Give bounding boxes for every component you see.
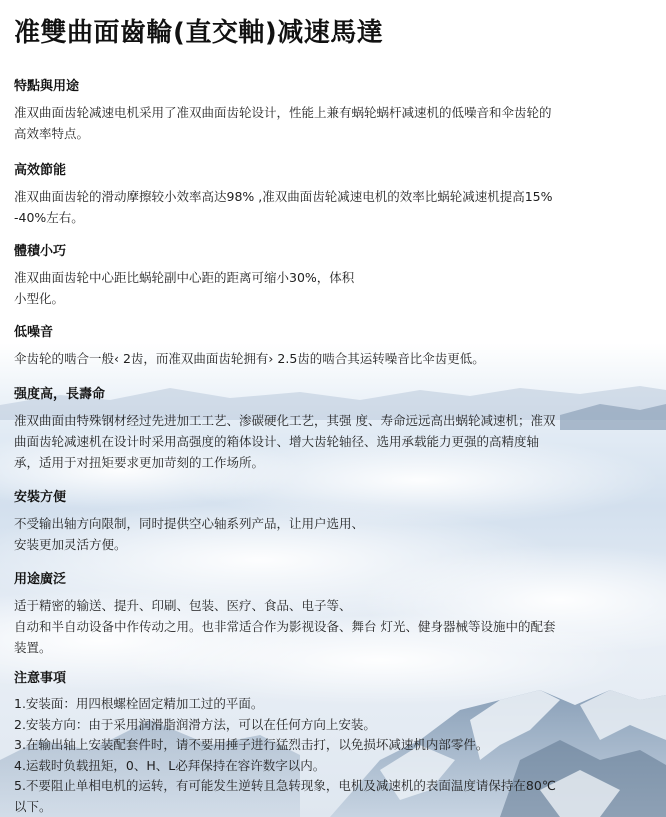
- section-features: [14, 78, 654, 144]
- section-heading: 注意事項: [14, 671, 67, 686]
- list-item: 1.安装面：用四根螺栓固定精加工过的平面。: [14, 696, 264, 711]
- section-text: 准双曲面由特殊钢材经过先进加工工艺、渗碳硬化工艺，其强 度、寿命远远高出蜗轮减速机；准双 曲面齿轮减速机在设计时采用高强度的箱体设计、增大齿轮轴径、选用承载能力更强的高精度轴 承，适用于对扭矩要求更加苛刻的工作场所。: [14, 413, 556, 470]
- section-text: 适于精密的输送、提升、印刷、包装、医疗、食品、电子等、 自动和半自动设备中作传动之用。也非常适合作为影视设备、舞台 灯光、健身器械等设施中的配套 装置。: [14, 598, 556, 655]
- section-strength: [14, 386, 654, 473]
- section-compact: [14, 243, 654, 309]
- section-notes: [14, 670, 654, 817]
- list-item: 3.在输出轴上安装配套件时，请不要用捶子进行猛烈击打，以免损坏减速机内部零件。: [14, 737, 489, 752]
- section-installation: [14, 489, 654, 555]
- page-title: 准雙曲面齒輪(直交軸)减速馬達: [14, 18, 384, 48]
- section-low-noise: [14, 324, 654, 369]
- section-text: 准双曲面齿轮的滑动摩擦较小效率高达98% ,准双曲面齿轮减速电机的效率比蜗轮减速机提高15% -40%左右。: [14, 189, 553, 225]
- notes-list: [14, 694, 654, 817]
- section-heading: 安裝方便: [14, 490, 67, 505]
- section-heading: 體積小巧: [14, 244, 67, 259]
- section-heading: 低噪音: [14, 325, 54, 340]
- list-item: 4.运载时负载扭矩，0、H、L必拜保持在容许数字以内。: [14, 757, 326, 773]
- section-heading: 用途廣泛: [14, 572, 67, 587]
- section-text: 伞齿轮的啮合一般‹ 2齿，而准双曲面齿轮拥有› 2.5齿的啮合其运转噪音比伞齿更低。: [14, 351, 485, 366]
- list-item: 2.安装方向：由于采用润滑脂润滑方法，可以在任何方向上安装。: [14, 716, 376, 732]
- list-item: 5.不要阻止单相电机的运转，有可能发生逆转且急转现象，电机及减速机的表面温度请保持在80℃ 以下。: [14, 778, 556, 814]
- section-text: 不受输出轴方向限制，同时提供空心轴系列产品，让用户选用、 安装更加灵活方便。: [14, 516, 365, 552]
- section-text: 准双曲面齿轮减速电机采用了准双曲面齿轮设计，性能上兼有蜗轮蜗杆减速机的低噪音和伞齿轮的 高效率特点。: [14, 105, 552, 141]
- section-efficiency: [14, 162, 654, 228]
- section-applications: [14, 571, 654, 658]
- section-heading: 特點與用途: [14, 79, 80, 94]
- section-heading: 高效節能: [14, 163, 67, 178]
- section-text: 准双曲面齿轮中心距比蜗轮副中心距的距离可缩小30%，体积 小型化。: [14, 270, 355, 306]
- section-heading: 强度高，長壽命: [14, 387, 106, 402]
